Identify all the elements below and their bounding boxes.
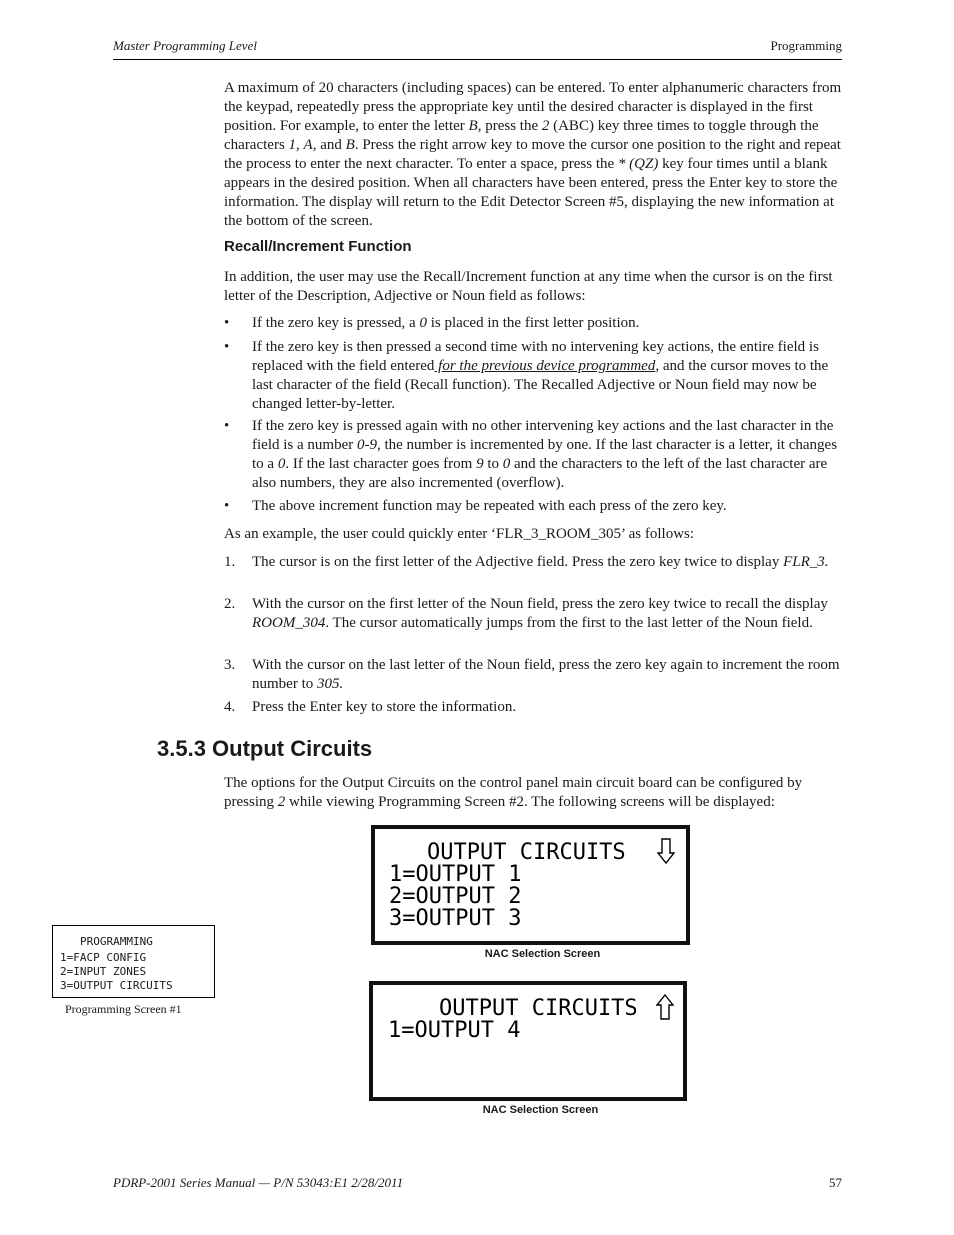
step-number: 2. <box>224 596 236 612</box>
figure-caption: NAC Selection Screen <box>484 948 601 960</box>
step-text: Press the Enter key to store the information. <box>252 699 517 715</box>
step-text: With the cursor on the first letter of the Noun field, press the zero key twice to recall the display ROOM_304. The cursor automatically jumps from the first to the last letter of the Noun field. <box>252 596 828 631</box>
lcd-screen-output-circuits-2 <box>369 981 687 1101</box>
header-left: Master Programming Level <box>113 38 257 53</box>
lcd-line: 3=OUTPUT 3 <box>389 906 522 931</box>
bullet-text: The above increment function may be repeated with each press of the zero key. <box>252 498 727 514</box>
page-number: 57 <box>829 1175 842 1190</box>
bullet-marker: • <box>224 339 230 355</box>
lcd-screen-output-circuits-1 <box>371 825 690 945</box>
down-arrow-icon <box>657 838 675 864</box>
step-text: The cursor is on the first letter of the Adjective field. Press the zero key twice to display FLR_3. <box>252 554 829 570</box>
programming-screen-thumbnail <box>52 925 215 998</box>
recall-paragraph: In addition, the user may use the Recall/Increment function at any time when the cursor is on the first letter of the Description, Adjective or Noun field as follows: <box>224 269 833 304</box>
bullet-text: If the zero key is then pressed a second time with no intervening key actions, the entire field is replaced with the field entered for the previous device programmed, and the cursor moves to the last character of the field (Recall function). The Recalled Adjective or Noun field may now be changed letter-by-letter. <box>252 339 829 412</box>
example-paragraph: As an example, the user could quickly enter ‘FLR_3_ROOM_305’ as follows: <box>224 526 695 542</box>
intro-paragraph: A maximum of 20 characters (including spaces) can be entered. To enter alphanumeric characters from the keypad, repeatedly press the appropriate key until the desired character is displayed in the first position. For example, to enter the letter B, press the 2 (ABC) key three times to toggle through the characters 1, A, and B. Press the right arrow key to move the cursor one position to the right and repeat the process to enter the next character. To enter a space, press the * (QZ) key four times until a blank appears in the desired position. When all characters have been entered, press the Enter key to store the information. The display will return to the Edit Detector Screen #5, displaying the new information at the bottom of the screen. <box>224 80 842 229</box>
lcd-line: 1=FACP CONFIG <box>60 951 147 964</box>
lcd-line: OUTPUT CIRCUITS <box>439 996 638 1021</box>
up-arrow-icon <box>656 994 674 1020</box>
step-number: 3. <box>224 657 236 673</box>
lcd-line: OUTPUT CIRCUITS <box>427 840 626 865</box>
bullet-marker: • <box>224 315 230 331</box>
step-number: 4. <box>224 699 236 715</box>
lcd-line: PROGRAMMING <box>80 935 153 948</box>
section-title: 3.5.3 Output Circuits <box>157 736 373 761</box>
bullet-text: If the zero key is pressed, a 0 is placed in the first letter position. <box>252 315 640 331</box>
bullet-marker: • <box>224 498 230 514</box>
lcd-line: 1=OUTPUT 4 <box>388 1018 521 1043</box>
header-right: Programming <box>770 38 842 53</box>
lcd-line: 2=OUTPUT 2 <box>389 884 522 909</box>
header-rule <box>113 59 842 60</box>
lcd-line: 2=INPUT ZONES <box>60 965 147 978</box>
lcd-line: 1=OUTPUT 1 <box>389 862 522 887</box>
subheading-recall-increment: Recall/Increment Function <box>224 238 412 255</box>
figure-caption: Programming Screen #1 <box>65 1002 182 1016</box>
step-number: 1. <box>224 554 236 570</box>
footer-left: PDRP-2001 Series Manual — P/N 53043:E1 2/28/2011 <box>113 1175 404 1190</box>
output-circuits-paragraph: The options for the Output Circuits on the control panel main circuit board can be configured by pressing 2 while viewing Programming Screen #2. The following screens will be displayed: <box>224 775 803 810</box>
bullet-text: If the zero key is pressed again with no other intervening key actions and the last character in the field is a number 0-9, the number is incremented by one. If the last character is a letter, it changes to a 0. If the last character goes from 9 to 0 and the characters to the left of the last character are also numbers, they are also incremented (overflow). <box>252 418 838 491</box>
lcd-line: 3=OUTPUT CIRCUITS <box>60 979 173 992</box>
figure-caption: NAC Selection Screen <box>482 1104 599 1116</box>
bullet-marker: • <box>224 418 230 434</box>
step-text: With the cursor on the last letter of the Noun field, press the zero key again to increment the room number to 305. <box>252 657 840 692</box>
